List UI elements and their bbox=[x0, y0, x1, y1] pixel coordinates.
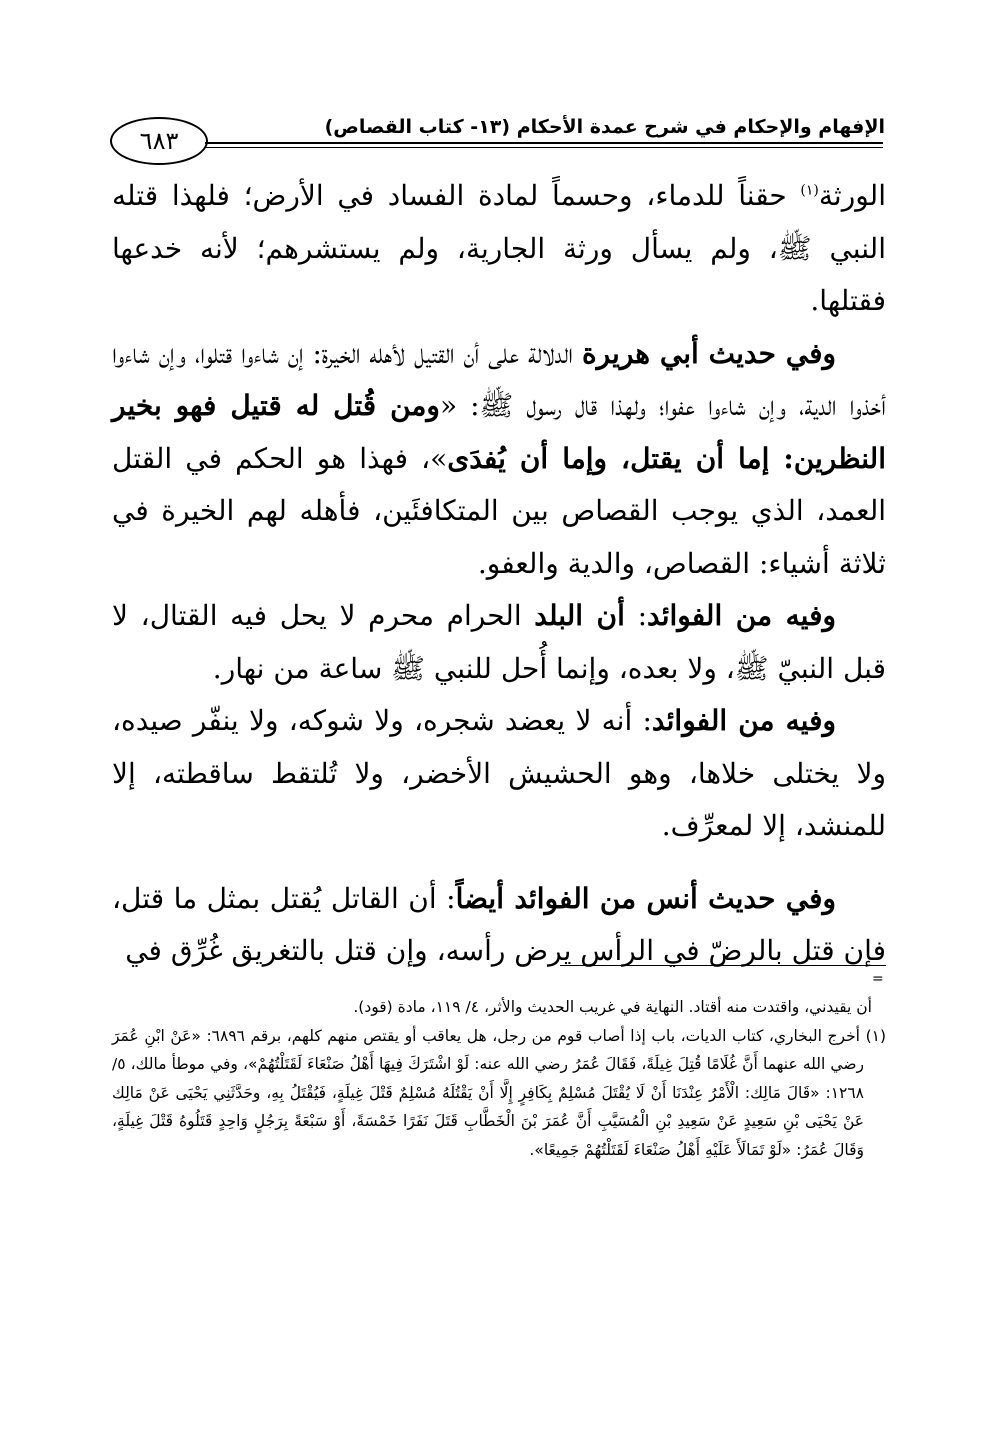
main-text bbox=[112, 170, 886, 978]
paragraph-2-bold-a: وفي حديث أبي هريرة bbox=[581, 336, 836, 370]
footnotes bbox=[112, 993, 886, 1164]
paragraph-1-text-b: حقناً للدماء، وحسماً لمادة الفساد في الأرض؛ فلهذا قتله النبي ﷺ، ولم يسأل ورثة الجارية، ولم يستشرهم؛ لأنه خدعها فقتلها. bbox=[112, 179, 886, 317]
paragraph-4-text-a: : أنه لا يعضد شجره، ولا شوكه، ولا ينفّر صيده، ولا يختلى خلاها، وهو الحشيش الأخضر، ولا تُلتقط ساقطته، إلا للمنشد، إلا لمعرِّف. bbox=[112, 704, 886, 842]
header-rule-thin bbox=[205, 147, 883, 148]
footnote-separator bbox=[560, 965, 886, 966]
paragraph-5-text-a: : أن القاتل يُقتل بمثل ما قتل، فإن قتل بالرضّ في الرأس يرض رأسه، وإن قتل بالتغريق غُرِّق في bbox=[112, 881, 886, 967]
paragraph-1-text-a: الورثة bbox=[818, 179, 886, 212]
paragraph-5 bbox=[112, 873, 886, 978]
paragraph-2-text-a: الدلالة على أن القتيل لأهله الخيرة: إن شاءوا قتلوا، وإن شاءوا أخذوا الدية، وإن شاءوا عفوا؛ ولهذا قال رسول ﷺ: « bbox=[112, 336, 886, 422]
footnote-continuation-marker: = bbox=[872, 971, 884, 987]
page-number-badge bbox=[110, 117, 208, 165]
footnote-ref-1: (١) bbox=[800, 182, 819, 199]
header-rule-thick bbox=[205, 142, 883, 144]
paragraph-3 bbox=[112, 590, 886, 695]
footnote-1: (١) أخرج البخاري، كتاب الديات، باب إذا أصاب قوم من رجل، هل يعاقب أو يقتص منهم كلهم، برقم ٦٨٩٦: «عَنْ ابْنِ عُمَرَ رضي الله عنهما أَنَّ غُلَامًا قُتِلَ غِيلَةً، فَقَالَ عُمَرُ رضي الله عنه: لَوْ اشْتَرَكَ فِيهَا أَهْلُ صَنْعَاءَ لَقَتَلْتُهُمْ»، وفي موطأ مالك، ٥/ ١٢٦٨: «قَالَ مَالِك: الْأَمْرُ عِنْدَنَا أَنْ لَا يُقْتَلَ مُسْلِمٌ بِكَافِرٍ إِلَّا أَنْ يَقْتُلَهُ مُسْلِمٌ قَتْلَ غِيلَةٍ، فَيُقْتَلُ بِهِ، وحَدَّثَنِي يَحْيَى عَنْ مَالِك عَنْ يَحْيَى بْنِ سَعِيدٍ عَنْ سَعِيدِ بْنِ الْمُسَيَّبِ أَنَّ عُمَرَ بْنَ الْخَطَّابِ قَتَلَ نَفَرًا خَمْسَةً، أَوْ سَبْعَةً بِرَجُلٍ وَاحِدٍ قَتَلُوهُ قَتْلَ غِيلَةٍ، وَقَالَ عُمَرُ: «لَوْ تَمَالَأَ عَلَيْهِ أَهْلُ صَنْعَاءَ لَقَتَلْتُهُمْ جَمِيعًا». bbox=[112, 1026, 887, 1159]
paragraph-4-bold-a: وفيه من الفوائد bbox=[651, 704, 836, 737]
page-number: ٦٨٣ bbox=[139, 127, 179, 155]
paragraph-3-bold-b: أن البلد bbox=[534, 599, 625, 632]
hadith-quote: ومن قُتل له قتيل فهو بخير النظرين: إما أن يقتل، وإما أن يُفدَى bbox=[112, 389, 886, 475]
paragraph-1 bbox=[112, 170, 886, 328]
paragraph-3-bold-a: وفيه من الفوائد bbox=[647, 599, 836, 632]
paragraph-3-text-a: : bbox=[624, 599, 648, 632]
paragraph-2 bbox=[112, 328, 886, 591]
running-header-title: الإفهام والإحكام في شرح عمدة الأحكام (١٣- كتاب القصاص) bbox=[324, 116, 885, 138]
paragraph-3-text-b: الحرام محرم لا يحل فيه القتال، لا قبل النبيّ ﷺ، ولا بعده، وإنما أُحل للنبي ﷺ ساعة من نهار. bbox=[112, 599, 886, 685]
footnote-continuation: أن يقيدني، واقتدت منه أقتاد. النهاية في غريب الحديث والأثر، ٤/ ١١٩، مادة (قود). bbox=[353, 998, 872, 1016]
paragraph-2-text-b: »، فهذا هو الحكم في القتل العمد، الذي يوجب القصاص بين المتكافئَين، فأهله لهم الخيرة في ثلاثة أشياء: القصاص، والدية والعفو. bbox=[112, 441, 886, 580]
paragraph-4 bbox=[112, 695, 886, 853]
paragraph-5-bold-a: وفي حديث أنس من الفوائد أيضاً bbox=[455, 881, 837, 915]
